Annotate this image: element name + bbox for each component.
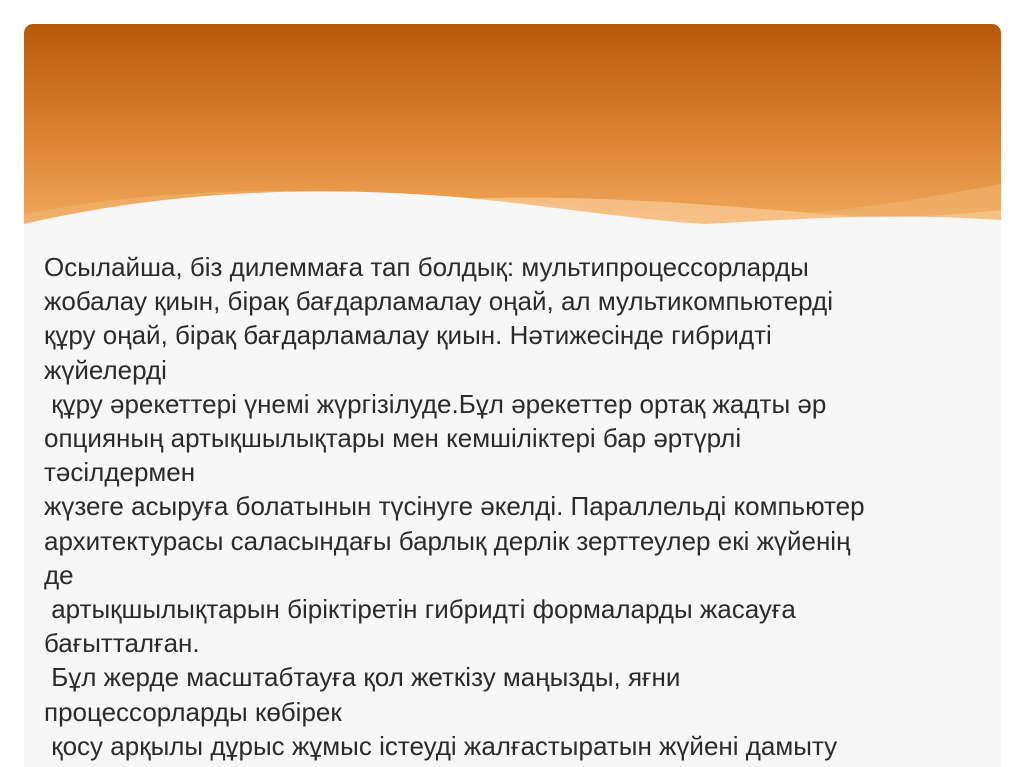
- text-line: процессорларды көбірек: [44, 696, 342, 727]
- text-line: опцияның артықшылықтары мен кемшіліктері бар әртүрлі: [44, 423, 742, 454]
- slide-body-text: [44, 250, 994, 763]
- text-line: архитектурасы саласындағы барлық дерлік зерттеулер екі жүйенің: [44, 525, 851, 556]
- text-line: бағытталған.: [44, 628, 200, 659]
- text-line: Бұл жерде масштабтауға қол жеткізу маңызды, яғни: [44, 662, 681, 693]
- slide-frame: [24, 24, 1001, 767]
- text-line: қосу арқылы дұрыс жұмыс істеуді жалғастыратын жүйені дамыту: [44, 730, 838, 761]
- text-line: артықшылықтарын біріктіретін гибридті формаларды жасауға: [44, 594, 796, 625]
- text-line: жобалау қиын, бірақ бағдарламалау оңай, ал мультикомпьютерді: [44, 286, 833, 317]
- orange-header-band: [24, 24, 1001, 224]
- text-line: жүзеге асыруға болатынын түсінуге әкелді. Параллельді компьютер: [44, 491, 865, 522]
- text-line: тәсілдермен: [44, 457, 196, 488]
- text-line: Осылайша, біз дилеммаға тап болдық: мультипроцессорларды: [44, 252, 809, 282]
- text-line: құру әрекеттері үнемі жүргізілуде.Бұл әрекеттер ортақ жадты әр: [44, 388, 827, 419]
- text-line: де: [44, 559, 74, 590]
- text-line: жүйелерді: [44, 354, 167, 385]
- text-line: құру оңай, бірақ бағдарламалау қиын. Нәтижесінде гибридті: [44, 320, 772, 351]
